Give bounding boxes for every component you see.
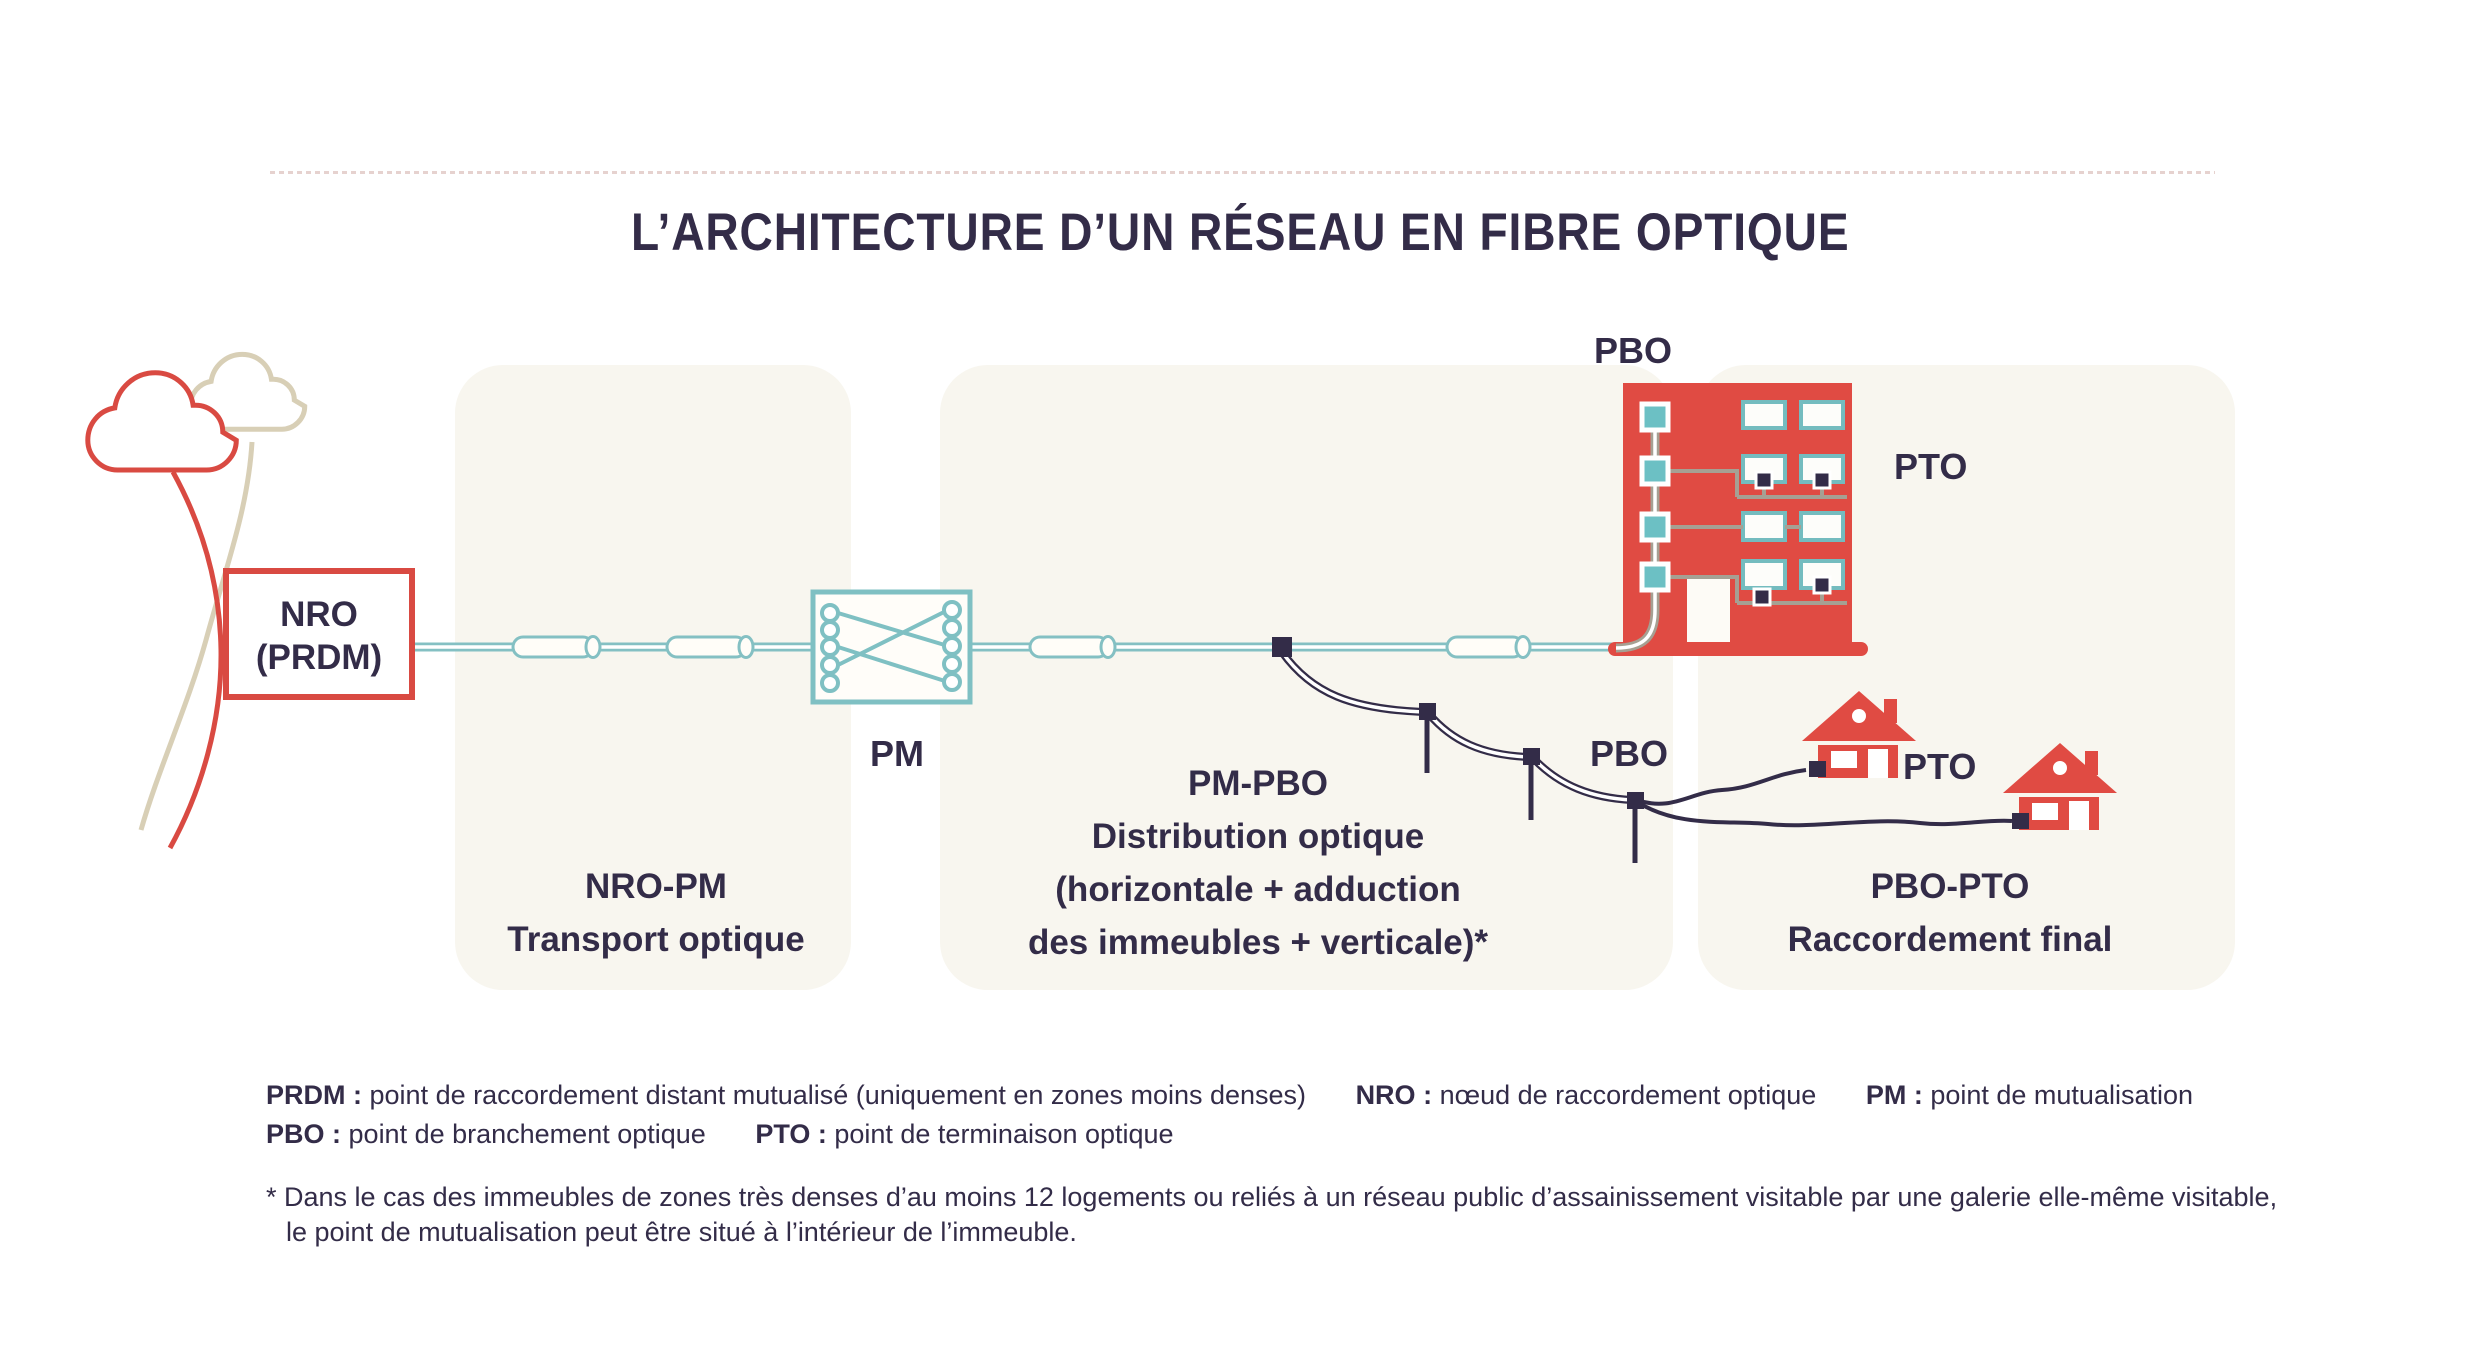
ground-bar xyxy=(1608,642,1868,656)
gable-window xyxy=(2053,761,2067,775)
legend-item: PM : point de mutualisation xyxy=(1865,1080,2194,1110)
splice-closure-icon xyxy=(513,637,600,658)
legend-row-2 xyxy=(266,1119,1216,1150)
section-label-transport: NRO-PM Transport optique xyxy=(507,867,805,959)
window xyxy=(1831,751,1857,768)
splice-closure-icon xyxy=(667,637,753,658)
pto-connector xyxy=(2012,813,2029,829)
footnote-line-2: le point de mutualisation peut être situé à l’intérieur de l’immeuble. xyxy=(286,1217,1077,1247)
pole-pbo-box xyxy=(1419,703,1436,720)
legend-item: PTO : point de terminaison optique xyxy=(755,1119,1174,1149)
nro-label: NRO xyxy=(280,595,358,634)
legend-item: PBO : point de branchement optique xyxy=(266,1119,706,1149)
pm-splitter-box xyxy=(813,592,970,702)
apartment-building xyxy=(1608,383,1868,656)
pto-connector xyxy=(1809,761,1826,777)
splice-closure-icon xyxy=(1030,637,1115,658)
section-label-distribution: PM-PBO Distribution optique (horizontale + adduction des immeubles + verticale)* xyxy=(1027,764,1489,962)
legend-item: PRDM : point de raccordement distant mutualisé (uniquement en zones moins denses) xyxy=(266,1080,1307,1110)
page-title: L’ARCHITECTURE D’UN RÉSEAU EN FIBRE OPTIQUE xyxy=(630,203,1850,262)
building-door xyxy=(1687,577,1730,642)
internet-cloud-icon xyxy=(88,354,305,470)
branch-point xyxy=(1272,637,1292,657)
pbo-building-label: PBO xyxy=(1594,330,1673,371)
window xyxy=(2032,803,2058,820)
red-curve xyxy=(170,472,221,848)
pole-pbo-box xyxy=(1627,792,1644,809)
nro-node-box xyxy=(223,568,415,700)
legend-item: NRO : nœud de raccordement optique xyxy=(1355,1080,1817,1110)
legend-row-1 xyxy=(266,1080,2235,1111)
pm-label: PM xyxy=(870,733,924,774)
gable-window xyxy=(1852,709,1866,723)
window xyxy=(2069,801,2089,830)
footnote-line-1: * Dans le cas des immeubles de zones très denses d’au moins 12 logements ou reliés à un réseau public d’assainissement visitable par une galerie elle-même visitable, xyxy=(266,1182,2278,1212)
section-label-raccordement: PBO-PTO Raccordement final xyxy=(1787,867,2113,959)
window xyxy=(1868,749,1888,778)
pbo-pole-label: PBO xyxy=(1590,733,1669,774)
pto-building-label: PTO xyxy=(1894,446,1968,487)
pto-houses-label: PTO xyxy=(1903,746,1977,787)
splice-closure-icon xyxy=(1447,637,1530,658)
prdm-label: (PRDM) xyxy=(255,638,383,677)
